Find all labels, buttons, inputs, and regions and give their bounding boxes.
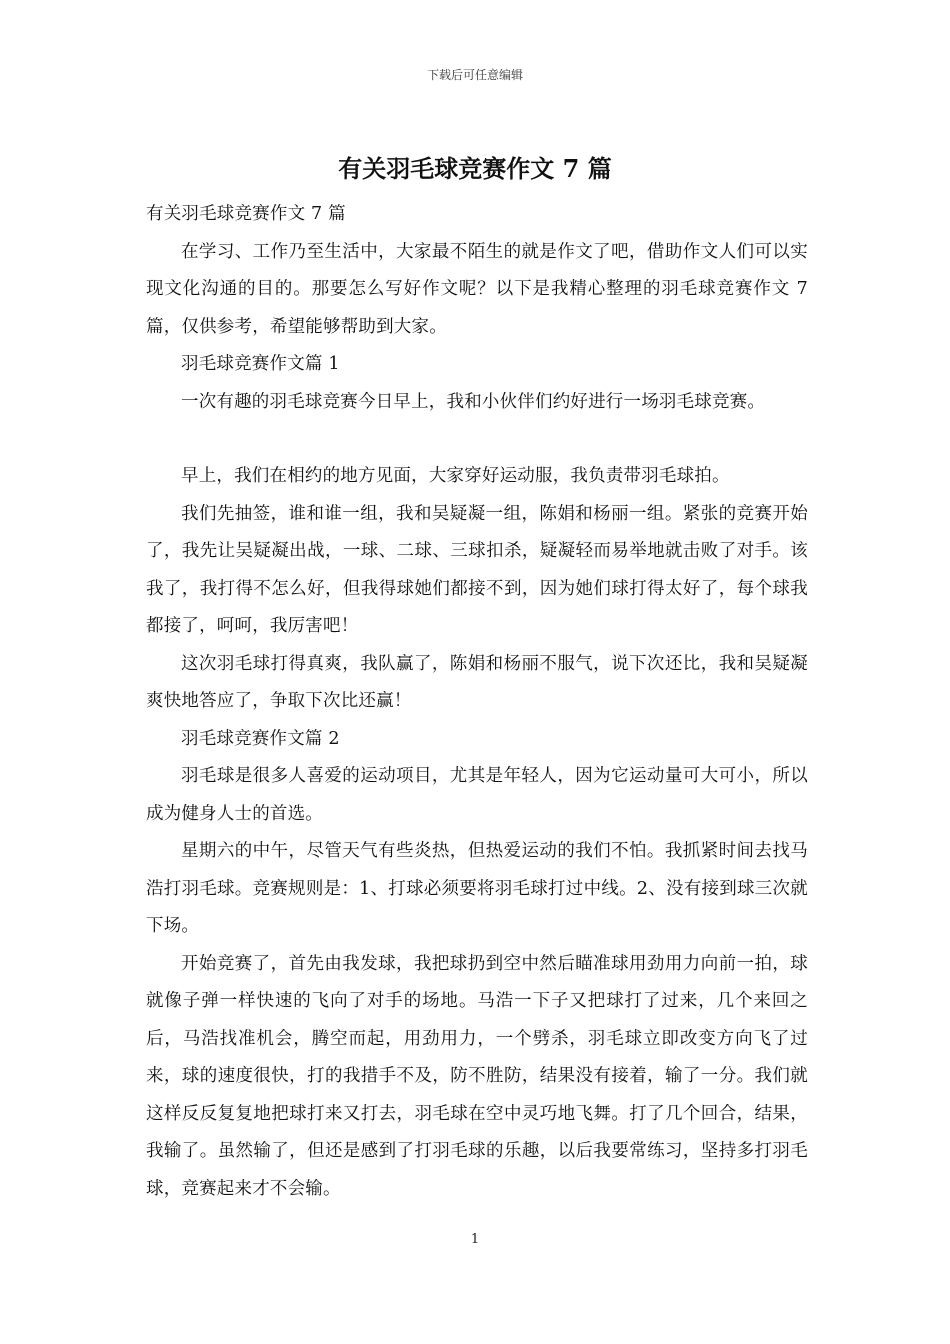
body-paragraph: 开始竞赛了，首先由我发球，我把球扔到空中然后瞄准球用劲用力向前一拍，球就像子弹一样快速的飞向了对手的场地。马浩一下子又把球打了过来，几个来回之后，马浩找准机会，腾空而起，用劲用力，一个劈杀，羽毛球立即改变方向飞了过来，球的速度很快，打的我措手不及，防不胜防，结果没有接着，输了一分。我们就这样反反复复地把球打来又打去，羽毛球在空中灵巧地飞舞。打了几个回合，结果，我输了。虽然输了，但还是感到了打羽毛球的乐趣，以后我要常练习，坚持多打羽毛球，竞赛起来才不会输。 [146, 953, 808, 1199]
body-paragraph: 一次有趣的羽毛球竞赛今日早上，我和小伙伴们约好进行一场羽毛球竞赛。 [181, 391, 766, 412]
intro-paragraph: 在学习、工作乃至生活中，大家最不陌生的就是作文了吧，借助作文人们可以实现文化沟通的目的。那要怎么写好作文呢？以下是我精心整理的羽毛球竞赛作文 7 篇，仅供参考，希望能够帮助到大家。 [146, 241, 808, 337]
body-paragraph: 这次羽毛球打得真爽，我队赢了，陈娟和杨丽不服气，说下次还比，我和吴疑凝爽快地答应了，争取下次比还赢！ [146, 653, 808, 711]
page-number: 1 [470, 1232, 480, 1247]
section-heading-2: 羽毛球竞赛作文篇 2 [181, 728, 340, 749]
body-paragraph: 我们先抽签，谁和谁一组，我和吴疑凝一组，陈娟和杨丽一组。紧张的竞赛开始了，我先让吴疑凝出战，一球、二球、三球扣杀，疑凝轻而易举地就击败了对手。该我了，我打得不怎么好，但我得球她们都接不到，因为她们球打得太好了，每个球我都接了，呵呵，我厉害吧！ [146, 503, 808, 636]
body-paragraph: 羽毛球是很多人喜爱的运动项目，尤其是年轻人，因为它运动量可大可小，所以成为健身人士的首选。 [146, 766, 808, 824]
section-heading-1: 羽毛球竞赛作文篇 1 [181, 354, 340, 374]
header-note: 下载后可任意编辑 [426, 68, 523, 82]
body-paragraph: 早上，我们在相约的地方见面，大家穿好运动服，我负责带羽毛球拍。 [181, 466, 730, 486]
document-body [146, 196, 808, 1208]
body-paragraph: 星期六的中午，尽管天气有些炎热，但热爱运动的我们不怕。我抓紧时间去找马浩打羽毛球。竞赛规则是：1、打球必须要将羽毛球打过中线。2、没有接到球三次就下场。 [146, 841, 808, 936]
document-title: 有关羽毛球竞赛作文 7 篇 [338, 154, 612, 183]
blank-line [146, 421, 808, 458]
subtitle-paragraph: 有关羽毛球竞赛作文 7 篇 [146, 204, 346, 224]
